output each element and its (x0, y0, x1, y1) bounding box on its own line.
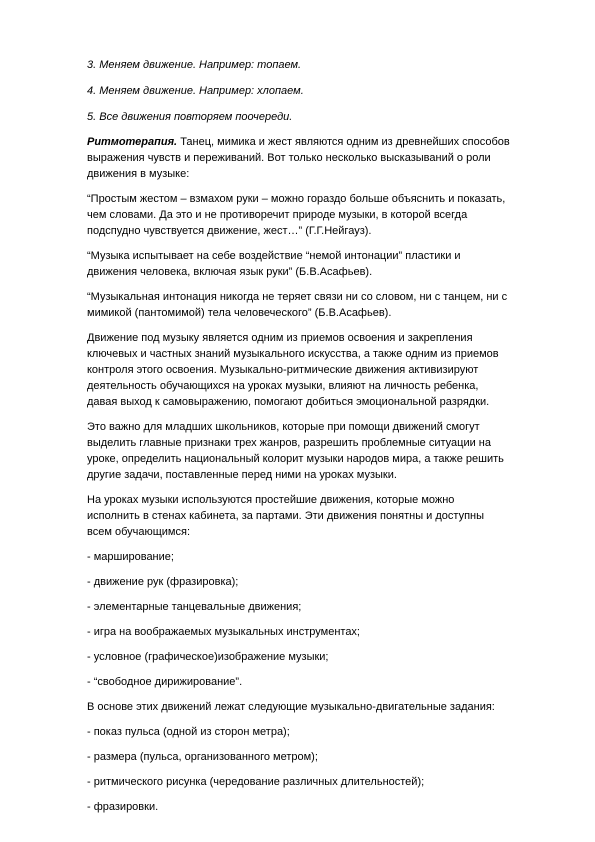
paragraph-line: выделить главные признаки трех жанров, разрешить проблемные ситуации на (87, 437, 491, 449)
list-item: - показ пульса (одной из сторон метра); (87, 726, 290, 738)
rhythmotherapy-paragraph (87, 134, 557, 182)
paragraph-line: Это важно для младших школьников, которые при помощи движений смогут (87, 421, 480, 433)
list-item: - движение рук (фразировка); (87, 576, 239, 588)
list-item: - фразировки. (87, 801, 159, 813)
quote-line: подспудно чувствуется движение, жест…” (Г.Г.Нейгауз). (87, 225, 372, 237)
quote-neuhaus (87, 191, 557, 239)
list-item: - игра на воображаемых музыкальных инструментах; (87, 626, 360, 638)
paragraph-schoolchildren (87, 419, 557, 483)
step-4: 4. Меняем движение. Например: хлопаем. (87, 85, 304, 97)
quote-line: “Музыкальная интонация никогда не теряет связи ни со словом, ни с танцем, ни с (87, 291, 508, 303)
rhythmotherapy-line: движения в музыке: (87, 168, 190, 180)
paragraph-line: всем обучающимся: (87, 526, 191, 538)
rhythmotherapy-term: Ритмотерапия. (87, 136, 178, 148)
document-page (87, 57, 557, 824)
quote-line: мимикой (пантомимой) тела человеческого” (Б.В.Асафьев). (87, 307, 392, 319)
list-item: - элементарные танцевальные движения; (87, 601, 302, 613)
paragraph-line: Движение под музыку является одним из приемов освоения и закрепления (87, 332, 473, 344)
movement-list (87, 549, 557, 690)
list-item: - марширование; (87, 551, 174, 563)
paragraph-line: деятельность обучающихся на уроках музыки, влияют на личность ребенка, (87, 380, 479, 392)
paragraph-simple-movements (87, 492, 557, 540)
quote-line: движения человека, включая язык руки” (Б.В.Асафьев). (87, 266, 373, 278)
rhythmotherapy-line: выражения чувств и переживаний. Вот только несколько высказываний о роли (87, 152, 491, 164)
quote-line: “Музыка испытывает на себе воздействие “немой интонации” пластики и (87, 250, 461, 262)
paragraph-line: ключевых и частных знаний музыкального искусства, а также одним из приемов (87, 348, 499, 360)
list-item: - размера (пульса, организованного метром); (87, 751, 318, 763)
paragraph-line: уроке, определить национальный колорит музыки народов мира, а также решить (87, 453, 504, 465)
quote-line: “Простым жестом – взмахом руки – можно гораздо больше объяснить и показать, (87, 193, 506, 205)
quote-asafiev-2 (87, 289, 557, 321)
step-3: 3. Меняем движение. Например: топаем. (87, 59, 302, 71)
quote-asafiev-1 (87, 248, 557, 280)
paragraph-tasks-intro: В основе этих движений лежат следующие музыкально-двигательные задания: (87, 701, 495, 713)
rhythmotherapy-line: Танец, мимика и жест являются одним из древнейших способов (180, 136, 510, 148)
list-item: - условное (графическое)изображение музыки; (87, 651, 329, 663)
paragraph-line: другие задачи, поставленные перед ними на уроках музыки. (87, 469, 397, 481)
list-item: - ритмического рисунка (чередование различных длительностей); (87, 776, 425, 788)
tasks-list (87, 724, 557, 815)
list-item: - “свободное дирижирование”. (87, 676, 243, 688)
paragraph-line: давая выход к самовыражению, помогают добиться эмоциональной разрядки. (87, 396, 490, 408)
paragraph-movement (87, 330, 557, 410)
quote-line: чем словами. Да это и не противоречит природе музыки, в которой всегда (87, 209, 468, 221)
paragraph-line: На уроках музыки используются простейшие движения, которые можно (87, 494, 455, 506)
paragraph-line: исполнить в стенах кабинета, за партами. Эти движения понятны и доступны (87, 510, 485, 522)
paragraph-line: контроля этого освоения. Музыкально-ритмические движения активизируют (87, 364, 479, 376)
step-5: 5. Все движения повторяем поочереди. (87, 111, 293, 123)
